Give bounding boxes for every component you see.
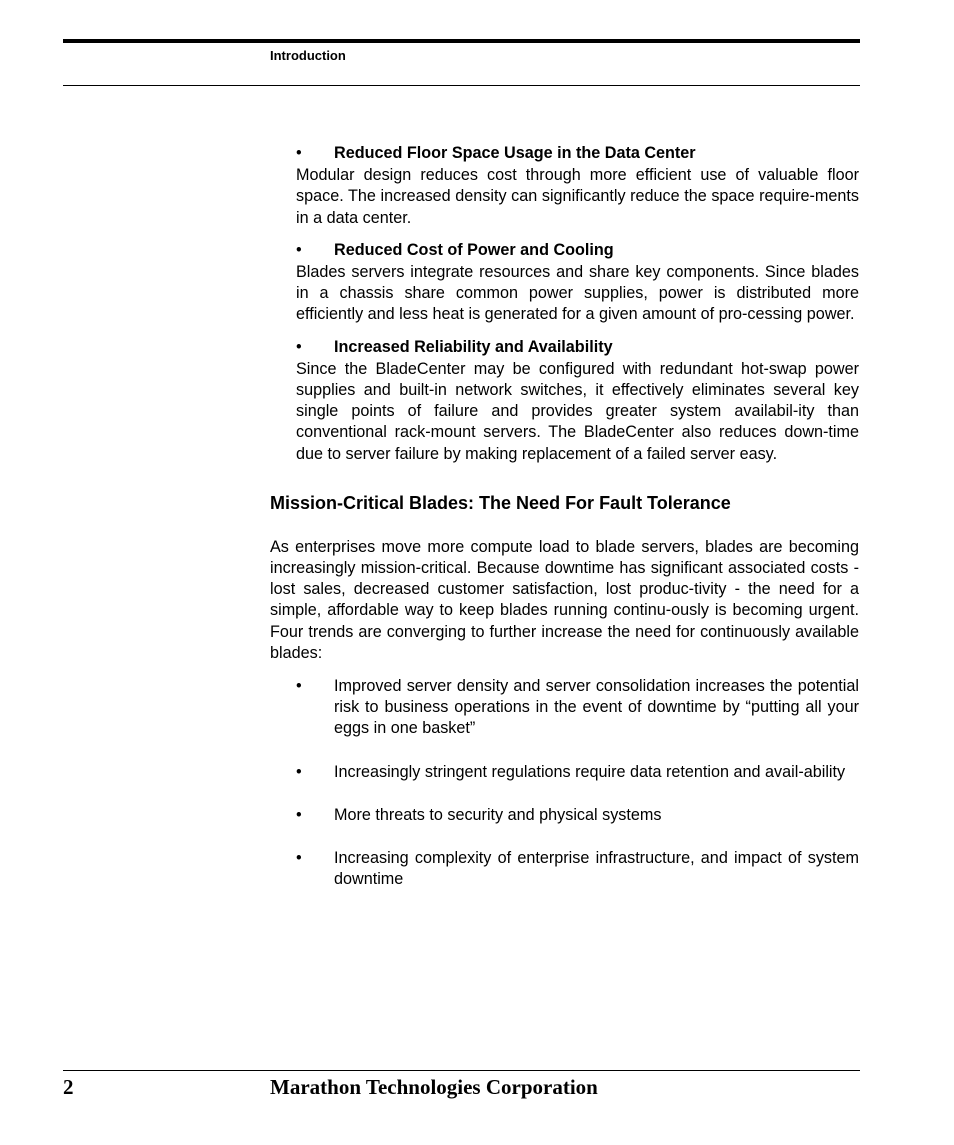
trend-text: Increasingly stringent regulations require data retention and avail-ability — [334, 762, 846, 781]
bullet-icon: • — [296, 240, 302, 259]
feature-description: Since the BladeCenter may be configured with redundant hot-swap power supplies and built-in network switches, it effectively eliminates several key single points of failure and provides greater system availabil-ity than conventional rack-mount servers. The BladeCenter also reduces down-time due to server failure by making replacement of a failed server easy. — [296, 359, 859, 463]
header-bottom-rule — [63, 85, 860, 86]
feature-item — [296, 240, 859, 326]
footer-company-name: Marathon Technologies Corporation — [270, 1075, 598, 1099]
feature-heading — [296, 240, 859, 261]
bullet-icon: • — [296, 677, 302, 696]
bullet-icon: • — [296, 337, 302, 356]
feature-description: Blades servers integrate resources and share key components. Since blades in a chassis share common power supplies, power is distributed more efficiently and less heat is generated for a given amount of pro-cessing power. — [296, 263, 859, 324]
feature-title: Reduced Cost of Power and Cooling — [334, 240, 614, 259]
trend-list-item — [296, 848, 859, 890]
bullet-icon: • — [296, 762, 302, 781]
trend-text: Increasing complexity of enterprise infrastructure, and impact of system downtime — [334, 849, 859, 889]
page-body — [270, 143, 859, 912]
bullet-icon: • — [296, 144, 302, 162]
trend-list-item — [296, 676, 859, 740]
feature-item — [296, 337, 859, 465]
feature-description: Modular design reduces cost through more efficient use of valuable floor space. The increased density can significantly reduce the space require-ments in a data center. — [296, 166, 859, 227]
trend-text: Improved server density and server consolidation increases the potential risk to business operations in the event of downtime by “putting all your eggs in one basket” — [334, 677, 859, 738]
trend-list-item — [296, 762, 859, 783]
page-number: 2 — [63, 1075, 74, 1099]
footer-rule — [63, 1070, 860, 1071]
bullet-icon: • — [296, 805, 302, 824]
trend-list-item — [296, 805, 859, 826]
feature-heading — [296, 143, 859, 164]
section-heading: Mission-Critical Blades: The Need For Fault Tolerance — [270, 492, 731, 513]
header-top-rule — [63, 39, 860, 43]
feature-title: Reduced Floor Space Usage in the Data Center — [334, 144, 696, 162]
running-header: Introduction — [270, 48, 346, 63]
feature-title: Increased Reliability and Availability — [334, 337, 613, 356]
feature-heading — [296, 337, 859, 358]
bullet-icon: • — [296, 849, 302, 868]
trend-text: More threats to security and physical systems — [334, 805, 662, 824]
section-intro-paragraph: As enterprises move more compute load to blade servers, blades are becoming increasingly mission-critical. Because downtime has significant associated costs - lost sales, decreased customer satisfaction, lost produc-tivity - the need for a simple, affordable way to keep blades running continu-ously is becoming urgent. Four trends are converging to further increase the need for continuously available blades: — [270, 537, 859, 662]
feature-item — [296, 143, 859, 229]
